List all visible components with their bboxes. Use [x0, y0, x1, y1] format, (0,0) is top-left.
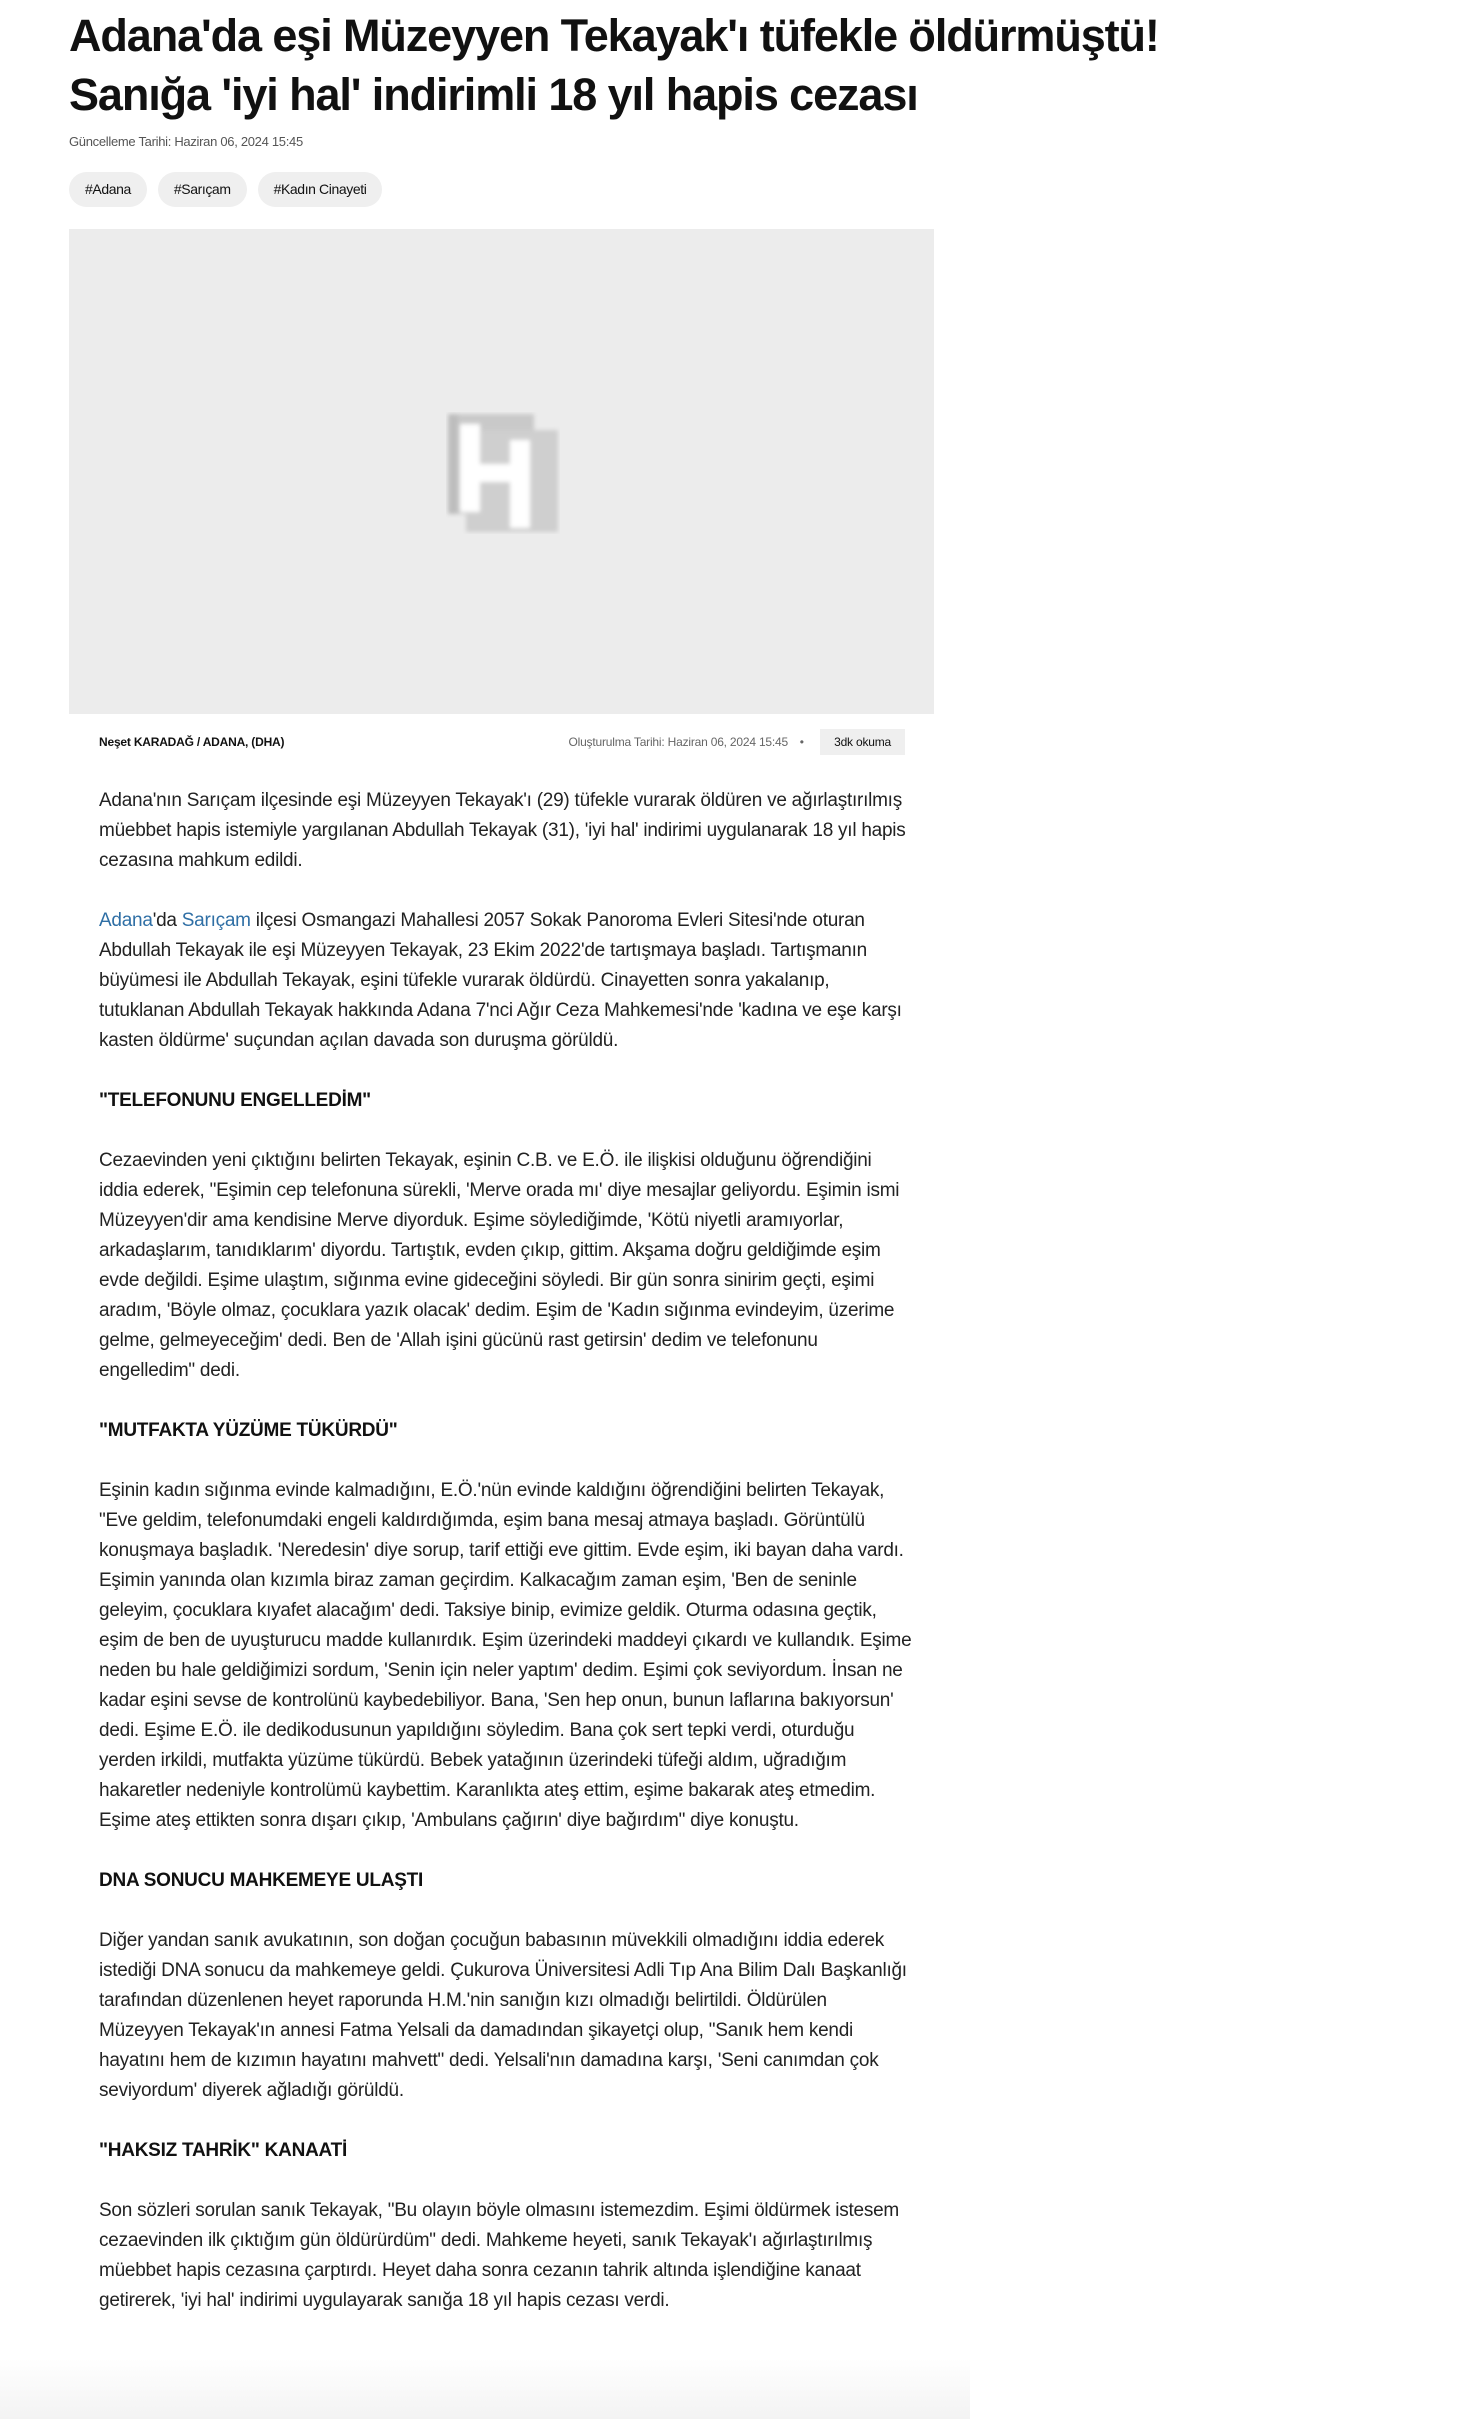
lead-paragraph: Adana'nın Sarıçam ilçesinde eşi Müzeyyen Tekayak'ı (29) tüfekle vurarak öldüren ve ağırlaştırılmış müebbet hapis istemiyle yargılanan Abdullah Tekayak (31), 'iyi hal' indirimi uygulanarak 18 yıl hapis cezasına mahkum edildi.	[99, 790, 906, 871]
article-meta-row	[69, 727, 934, 757]
hero-image-placeholder	[69, 229, 934, 714]
subheading-telefonunu-engelledim: "TELEFONUNU ENGELLEDİM"	[99, 1090, 371, 1111]
article-body	[99, 786, 914, 2346]
paragraph-4: Diğer yandan sanık avukatının, son doğan çocuğun babasının müvekkili olmadığını iddia ederek istediği DNA sonucu da mahkemeye geldi. Çukurova Üniversitesi Adli Tıp Ana Bilim Dalı Başkanlığı tarafından düzenlenen heyet raporunda H.M.'nin sanığın kızı olmadığı belirtildi. Öldürülen Müzeyyen Tekayak'ın annesi Fatma Yelsali da damadından şikayetçi olup, "Sanık hem kendi hayatını hem de kızımın hayatını mahvett" dedi. Yelsali'nın damadına karşı, 'Seni canımdan çok seviyordum' diyerek ağladığı görüldü.	[99, 1930, 907, 2101]
subheading-dna-sonucu: DNA SONUCU MAHKEMEYE ULAŞTI	[99, 1870, 423, 1891]
read-time-badge: 3dk okuma	[820, 729, 905, 755]
paragraph-1	[99, 906, 914, 1056]
updated-date: Güncelleme Tarihi: Haziran 06, 2024 15:45	[69, 134, 303, 149]
hurriyet-h-logo-icon	[446, 412, 560, 534]
tag-kadin-cinayeti[interactable]: #Kadın Cinayeti	[258, 172, 383, 207]
meta-separator: •	[799, 735, 804, 749]
paragraph-1-text-a: 'da	[152, 910, 182, 931]
paragraph-2: Cezaevinden yeni çıktığını belirten Tekayak, eşinin C.B. ve E.Ö. ile ilişkisi olduğunu öğrendiğini iddia ederek, "Eşimin cep telefonuna sürekli, 'Merve orada mı' diye mesajlar geliyordu. Eşimin ismi Müzeyyen'dir ama kendisine Merve diyorduk. Eşime söylediğimde, 'Kötü niyetli aramıyorlar, arkadaşlarım, tanıdıklarım' diyordu. Tartıştık, evden çıkıp, gittim. Akşama doğru geldiğimde eşim evde değildi. Eşime ulaştım, sığınma evine gideceğini söyledi. Bir gün sonra sinirim geçti, eşimi aradım, 'Böyle olmaz, çocuklara yazık olacak' dedim. Eşim de 'Kadın sığınma evindeyim, üzerime gelme, gelmeyeceğim' dedi. Ben de 'Allah işini gücünü rast getirsin' dedim ve telefonunu engelledim" dedi.	[99, 1150, 900, 1381]
link-adana[interactable]: Adana	[99, 910, 153, 931]
paragraph-1-text-b: ilçesi Osmangazi Mahallesi 2057 Sokak Panoroma Evleri Sitesi'nde oturan Abdullah Tekayak ile eşi Müzeyyen Tekayak, 23 Ekim 2022'de tartışmaya başladı. Tartışmanın büyümesi ile Abdullah Tekayak, eşini tüfekle vurarak öldürdü. Cinayetten sonra yakalanıp, tutuklanan Abdullah Tekayak hakkında Adana 7'nci Ağır Ceza Mahkemesi'nde 'kadına ve eşe karşı kasten öldürme' suçundan açılan davada son duruşma görüldü.	[99, 910, 902, 1051]
paragraph-5: Son sözleri sorulan sanık Tekayak, "Bu olayın böyle olmasını istemezdim. Eşimi öldürmek istesem cezaevinden ilk çıktığım gün öldürürdüm" dedi. Mahkeme heyeti, sanık Tekayak'ı ağırlaştırılmış müebbet hapis cezasına çarptırdı. Heyet daha sonra cezanın tahrik altında işlendiğine kanaat getirerek, 'iyi hal' indirimi uygulayarak sanığa 18 yıl hapis cezası verdi.	[99, 2200, 899, 2311]
article-title: Adana'da eşi Müzeyyen Tekayak'ı tüfekle öldürmüştü! Sanığa 'iyi hal' indirimli 18 yıl hapis cezası	[69, 10, 1159, 120]
tag-list	[69, 172, 382, 207]
subheading-haksiz-tahrik: "HAKSIZ TAHRİK" KANAATİ	[99, 2140, 347, 2161]
subheading-mutfakta: "MUTFAKTA YÜZÜME TÜKÜRDÜ"	[99, 1420, 398, 1441]
tag-adana[interactable]: #Adana	[69, 172, 147, 207]
tag-saricam[interactable]: #Sarıçam	[158, 172, 247, 207]
link-saricam[interactable]: Sarıçam	[181, 910, 251, 931]
created-date: Oluşturulma Tarihi: Haziran 06, 2024 15:45	[568, 735, 788, 749]
paragraph-3: Eşinin kadın sığınma evinde kalmadığını, E.Ö.'nün evinde kaldığını öğrendiğini belirten Tekayak, "Eve geldim, telefonumdaki engeli kaldırdığımda, eşim bana mesaj atmaya başladı. Görüntülü konuşmaya başladık. 'Neredesin' diye sorup, tarif ettiği eve gittim. Evde eşim, iki bayan daha vardı. Eşimin yanında olan kızımla biraz zaman geçirdim. Kalkacağım zaman eşim, 'Ben de seninle geleyim, çocuklara kıyafet alacağım' dedi. Taksiye binip, evimize geldik. Oturma odasına geçtik, eşim de ben de uyuşturucu madde kullanırdık. Eşim üzerindeki maddeyi çıkardı ve kullandık. Eşime neden bu hale geldiğimizi sordum, 'Senin için neler yaptım' dedim. Eşimi çok seviyordum. İnsan ne kadar eşini sevse de kontrolünü kaybedebiliyor. Bana, 'Sen hep onun, bunun laflarına bakıyorsun' dedi. Eşime E.Ö. ile dedikodusunun yapıldığını söyledim. Bana çok sert tepki verdi, oturduğu yerden irkildi, mutfakta yüzüme tükürdü. Bebek yatağının üzerindeki tüfeği aldım, uğradığım hakaretler nedeniyle kontrolümü kaybettim. Karanlıkta ateş ettim, eşime bakarak ateş etmedim. Eşime ateş ettikten sonra dışarı çıkıp, 'Ambulans çağırın' diye bağırdım" diye konuştu.	[99, 1480, 912, 1831]
bottom-fade	[0, 2359, 970, 2419]
author-byline: Neşet KARADAĞ / ADANA, (DHA)	[99, 735, 285, 749]
